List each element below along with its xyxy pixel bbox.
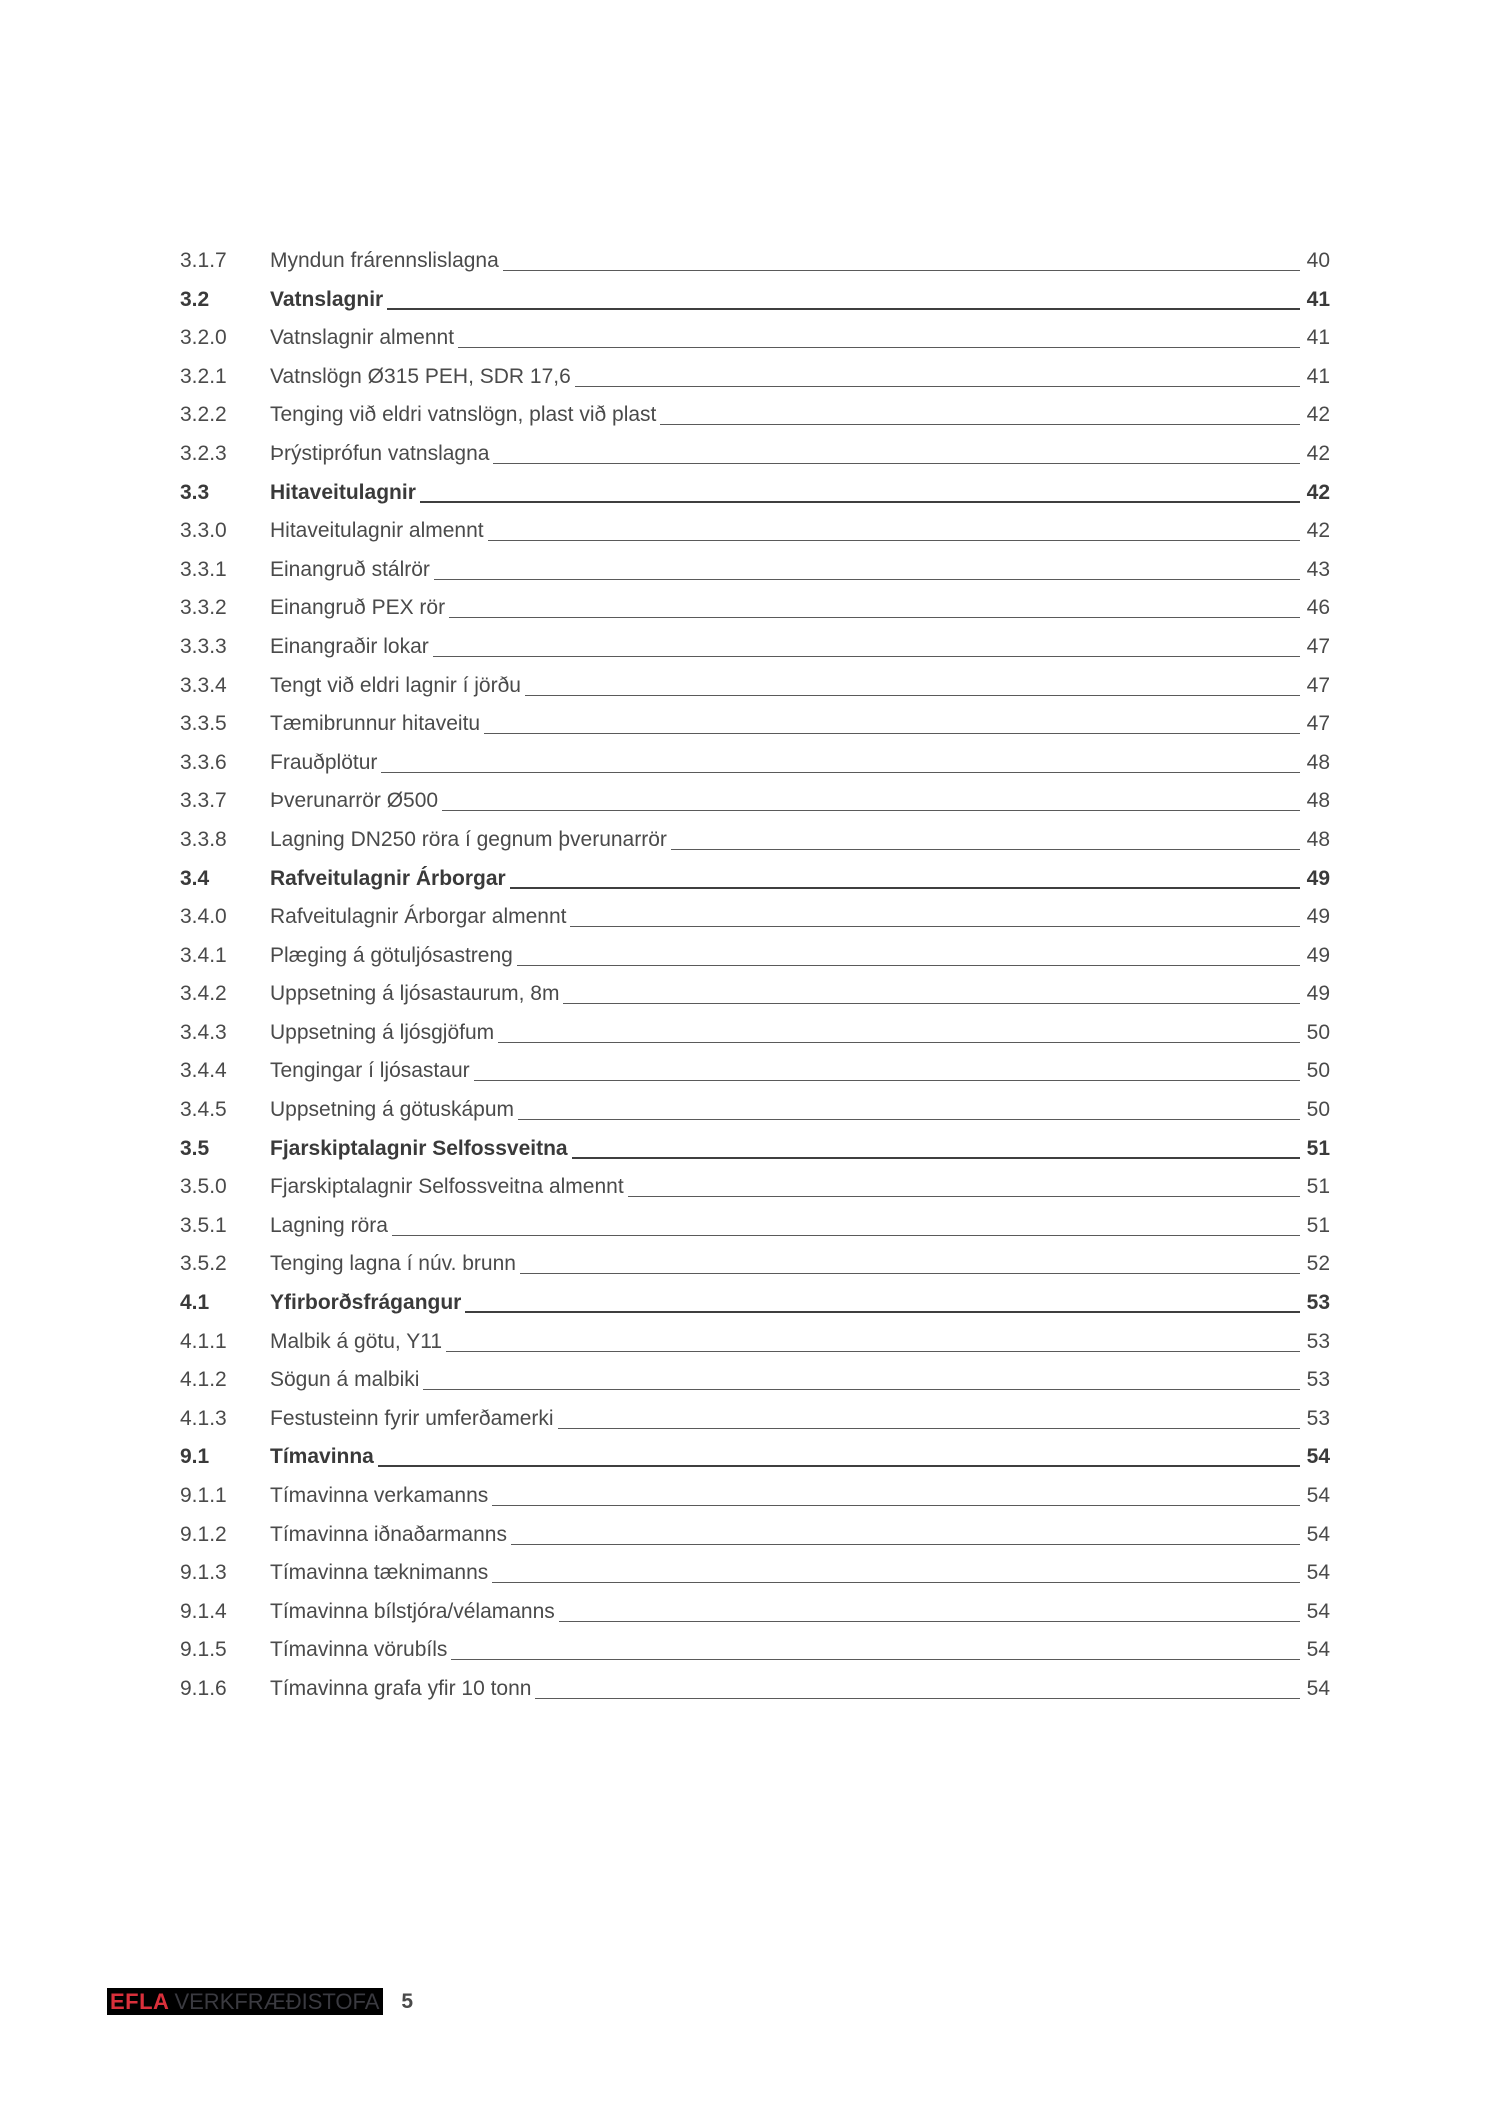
toc-entry[interactable] [180,744,1330,783]
toc-entry-page[interactable]: 49 [1306,943,1330,967]
toc-entry-page[interactable]: 49 [1306,905,1330,929]
toc-entry-page[interactable]: 41 [1306,326,1330,350]
toc-entry-number: 3.4.0 [180,905,227,929]
toc-entry-title[interactable]: Vatnslagnir almennt [270,326,455,350]
toc-leader-line [520,1273,1300,1274]
toc-entry-title[interactable]: Vatnslögn Ø315 PEH, SDR 17,6 [270,364,571,388]
toc-entry[interactable] [180,1361,1330,1400]
toc-leader-line [492,1582,1300,1583]
toc-entry-number: 9.1.3 [180,1561,227,1585]
toc-entry-number: 9.1 [180,1445,210,1469]
toc-entry-page[interactable]: 50 [1306,1059,1330,1083]
toc-entry-title[interactable]: Tímavinna bílstjóra/vélamanns [270,1599,555,1623]
toc-leader-line [518,1119,1300,1120]
toc-entry[interactable] [180,435,1330,474]
toc-entry[interactable] [180,1091,1330,1130]
toc-entry-number: 4.1 [180,1291,210,1315]
toc-entry-title[interactable]: Rafveitulagnir Árborgar almennt [270,905,567,929]
toc-entry-page[interactable]: 47 [1306,712,1330,736]
toc-entry[interactable] [180,1400,1330,1439]
toc-leader-line [474,1080,1300,1081]
toc-entry-title[interactable]: Einangraðir lokar [270,634,429,658]
toc-entry[interactable] [180,705,1330,744]
toc-entry[interactable] [180,1052,1330,1091]
toc-entry-title[interactable]: Tímavinna iðnaðarmanns [270,1522,507,1546]
toc-leader-line [517,965,1300,966]
toc-entry[interactable] [180,628,1330,667]
toc-entry-page[interactable]: 50 [1306,1020,1330,1044]
toc-entry-title[interactable]: Einangruð PEX rör [270,596,446,620]
toc-entry-number: 9.1.1 [180,1484,227,1507]
toc-entry[interactable] [180,1554,1330,1593]
toc-leader-line [671,849,1300,850]
toc-section-heading[interactable] [180,281,1330,320]
toc-entry[interactable] [180,1323,1330,1362]
toc-entry-number: 3.3.8 [180,827,227,851]
toc-leader-line [510,887,1300,889]
toc-section-heading[interactable] [180,1284,1330,1323]
toc-entry-title[interactable]: Tímavinna tæknimanns [270,1561,489,1585]
toc-leader-line [484,733,1300,734]
toc-leader-line [420,501,1300,503]
toc-entry[interactable] [180,1670,1330,1709]
toc-entry-page[interactable]: 54 [1306,1599,1330,1623]
toc-entry[interactable] [180,1168,1330,1207]
toc-entry-title[interactable]: Tæmibrunnur hitaveitu [270,712,481,736]
toc-leader-line [488,540,1300,541]
toc-entry-page[interactable]: 49 [1306,866,1330,890]
toc-entry-title[interactable]: Sögun á malbiki [270,1368,420,1392]
toc-entry-page[interactable]: 46 [1306,596,1330,620]
toc-entry[interactable] [180,1516,1330,1555]
toc-section-heading[interactable] [180,1130,1330,1169]
toc-entry-number: 3.3.4 [180,673,227,697]
toc-entry-number: 3.4.1 [180,943,227,967]
toc-leader-line [572,1157,1300,1159]
toc-entry-page[interactable]: 43 [1306,557,1330,581]
toc-leader-line [387,308,1300,310]
toc-entry-page[interactable]: 42 [1306,480,1330,504]
toc-entry-number: 3.2.1 [180,364,227,388]
toc-leader-line [433,656,1300,657]
toc-entry-page[interactable]: 53 [1306,1291,1330,1315]
toc-leader-line [511,1544,1300,1545]
toc-entry-title[interactable]: Myndun frárennslislagna [270,249,499,272]
toc-entry-title[interactable]: Festusteinn fyrir umferðamerki [270,1406,554,1430]
toc-entry-page[interactable]: 47 [1306,673,1330,697]
toc-leader-line [442,810,1300,811]
efla-logo [107,1988,383,2015]
toc-entry[interactable] [180,396,1330,435]
toc-entry-title[interactable]: Hitaveitulagnir almennt [270,519,484,543]
toc-entry-title[interactable]: Fjarskiptalagnir Selfossveitna almennt [270,1175,624,1199]
toc-entry-number: 9.1.6 [180,1676,227,1700]
toc-leader-line [493,463,1300,464]
toc-entry-title[interactable]: Frauðplötur [270,750,378,774]
toc-entry[interactable] [180,1207,1330,1246]
toc-entry[interactable] [180,589,1330,628]
toc-entry[interactable] [180,1245,1330,1284]
toc-entry[interactable] [180,512,1330,551]
toc-entry-number: 3.5 [180,1136,210,1160]
toc-leader-line [392,1235,1300,1236]
toc-section-heading[interactable] [180,474,1330,513]
toc-leader-line [492,1505,1300,1506]
toc-leader-line [458,347,1300,348]
toc-entry-title[interactable]: Hitaveitulagnir [270,480,416,504]
toc-leader-line [423,1389,1300,1390]
toc-entry-page[interactable]: 40 [1306,249,1330,272]
toc-entry-page[interactable]: 53 [1306,1329,1330,1353]
toc-entry-number: 3.5.0 [180,1175,227,1199]
toc-leader-line [559,1621,1300,1622]
toc-entry-title[interactable]: Tengingar í ljósastaur [270,1059,470,1083]
toc-entry-page[interactable]: 54 [1306,1522,1330,1546]
toc-entry-page[interactable]: 48 [1306,789,1330,813]
toc-entry-title[interactable]: Tenging lagna í núv. brunn [270,1252,516,1276]
toc-entry[interactable] [180,937,1330,976]
toc-leader-line [451,1659,1300,1660]
toc-entry-page[interactable]: 53 [1306,1406,1330,1430]
toc-entry-number: 4.1.3 [180,1406,227,1430]
toc-entry-number: 4.1.2 [180,1368,227,1392]
page-number: 5 [401,1989,414,2013]
toc-entry-number: 3.3.5 [180,712,227,736]
toc-entry-page[interactable]: 54 [1306,1638,1330,1662]
toc-leader-line [660,424,1300,425]
toc-entry[interactable] [180,319,1330,358]
toc-entry-title[interactable]: Uppsetning á ljósastaurum, 8m [270,982,560,1006]
toc-entry-title[interactable]: Tímavinna verkamanns [270,1484,489,1507]
toc-entry-number: 3.3 [180,480,210,504]
toc-entry-page[interactable]: 53 [1306,1368,1330,1392]
toc-entry-page[interactable]: 42 [1306,441,1330,465]
logo-brand-text: EFLA [110,1989,170,2014]
toc-entry-title[interactable]: Lagning röra [270,1213,388,1237]
toc-leader-line [434,579,1300,580]
toc-leader-line [535,1698,1300,1699]
toc-entry-number: 4.1.1 [180,1329,227,1353]
toc-leader-line [465,1311,1300,1313]
toc-leader-line [381,772,1300,773]
toc-entry-title[interactable]: Þrýstiprófun vatnslagna [270,441,490,465]
toc-entry-number: 3.4.4 [180,1059,227,1083]
toc-entry-title[interactable]: Einangruð stálrör [270,557,430,581]
toc-leader-line [378,1465,1300,1467]
toc-leader-line [570,926,1300,927]
toc-entry-title[interactable]: Rafveitulagnir Árborgar [270,866,506,890]
toc-leader-line [575,386,1300,387]
toc-entry[interactable] [180,1593,1330,1632]
toc-entry[interactable] [180,1631,1330,1670]
toc-entry-title[interactable]: Tímavinna vörubíls [270,1638,448,1662]
toc-entry-number: 3.3.2 [180,596,227,620]
toc-entry-number: 9.1.4 [180,1599,227,1623]
toc-entry-number: 3.2.3 [180,441,227,465]
toc-entry-number: 3.2.2 [180,403,227,427]
toc-entry-title[interactable]: Þverunarrör Ø500 [270,789,439,813]
toc-entry[interactable] [180,975,1330,1014]
toc-entry[interactable] [180,242,1330,281]
toc-leader-line [563,1003,1300,1004]
toc-entry-number: 3.4.2 [180,982,227,1006]
toc-entry-number: 9.1.2 [180,1522,227,1546]
toc-entry-page[interactable]: 41 [1306,287,1330,311]
toc-entry[interactable] [180,358,1330,397]
toc-entry-number: 3.5.1 [180,1213,227,1237]
toc-entry-title[interactable]: Malbik á götu, Y11 [270,1329,442,1353]
toc-entry[interactable] [180,782,1330,821]
toc-entry[interactable] [180,667,1330,706]
toc-entry-page[interactable]: 48 [1306,827,1330,851]
toc-entry-title[interactable]: Tengt við eldri lagnir í jörðu [270,673,521,697]
toc-entry-number: 3.2.0 [180,326,227,350]
toc-section-heading[interactable] [180,1438,1330,1477]
toc-entry-number: 9.1.5 [180,1638,227,1662]
toc-entry-page[interactable]: 51 [1306,1213,1330,1237]
toc-entry-number: 3.5.2 [180,1252,227,1276]
toc-entry-number: 3.4.5 [180,1098,227,1122]
toc-entry-title[interactable]: Plæging á götuljósastreng [270,943,513,967]
toc-entry-page[interactable]: 42 [1306,403,1330,427]
toc-leader-line [558,1428,1300,1429]
toc-entry-number: 3.4 [180,866,210,890]
toc-entry[interactable] [180,821,1330,860]
toc-entry-number: 3.3.7 [180,789,227,813]
toc-entry-page[interactable]: 52 [1306,1252,1330,1276]
toc-entry-number: 3.2 [180,287,210,311]
toc-entry-title[interactable]: Fjarskiptalagnir Selfossveitna [270,1136,568,1160]
toc-entry[interactable] [180,1477,1330,1516]
toc-entry-number: 3.1.7 [180,249,227,272]
toc-entry-number: 3.4.3 [180,1020,227,1044]
toc-entry-number: 3.3.3 [180,634,227,658]
toc-entry-page[interactable]: 48 [1306,750,1330,774]
logo-subtitle-text: VERKFRÆÐISTOFA [174,1989,380,2014]
toc-entry-page[interactable]: 51 [1306,1175,1330,1199]
toc-entry-title[interactable]: Tímavinna grafa yfir 10 tonn [270,1676,532,1700]
toc-entry-number: 3.3.0 [180,519,227,543]
toc-entry-page[interactable]: 42 [1306,519,1330,543]
toc-entry-title[interactable]: Vatnslagnir [270,287,384,311]
toc-entry[interactable] [180,551,1330,590]
toc-entry-page[interactable]: 50 [1306,1098,1330,1122]
toc-leader-line [446,1351,1300,1352]
toc-entry-page[interactable]: 54 [1306,1561,1330,1585]
page-footer [107,1988,413,2015]
toc-entry-title[interactable]: Yfirborðsfrágangur [270,1291,462,1315]
toc-leader-line [628,1196,1300,1197]
toc-leader-line [449,617,1300,618]
toc-entry-title[interactable]: Lagning DN250 röra í gegnum þverunarrör [270,827,667,851]
toc-entry[interactable] [180,1014,1330,1053]
toc-entry[interactable] [180,898,1330,937]
toc-entry-page[interactable]: 54 [1306,1676,1330,1700]
toc-entry-number: 3.3.1 [180,557,227,581]
toc-entry-page[interactable]: 49 [1306,982,1330,1006]
toc-entry-title[interactable]: Uppsetning á götuskápum [270,1098,514,1122]
table-of-contents [180,242,1330,1709]
toc-entry-page[interactable]: 47 [1306,634,1330,658]
toc-section-heading[interactable] [180,860,1330,899]
toc-entry-page[interactable]: 41 [1306,364,1330,388]
toc-entry-page[interactable]: 51 [1306,1136,1330,1160]
toc-entry-number: 3.3.6 [180,750,227,774]
toc-entry-title[interactable]: Uppsetning á ljósgjöfum [270,1020,495,1044]
toc-leader-line [503,270,1300,271]
toc-entry-title[interactable]: Tímavinna [270,1445,374,1469]
toc-leader-line [525,695,1300,696]
toc-entry-title[interactable]: Tenging við eldri vatnslögn, plast við plast [270,403,657,427]
toc-entry-page[interactable]: 54 [1306,1445,1330,1469]
toc-entry-page[interactable]: 54 [1306,1484,1330,1507]
toc-leader-line [498,1042,1300,1043]
